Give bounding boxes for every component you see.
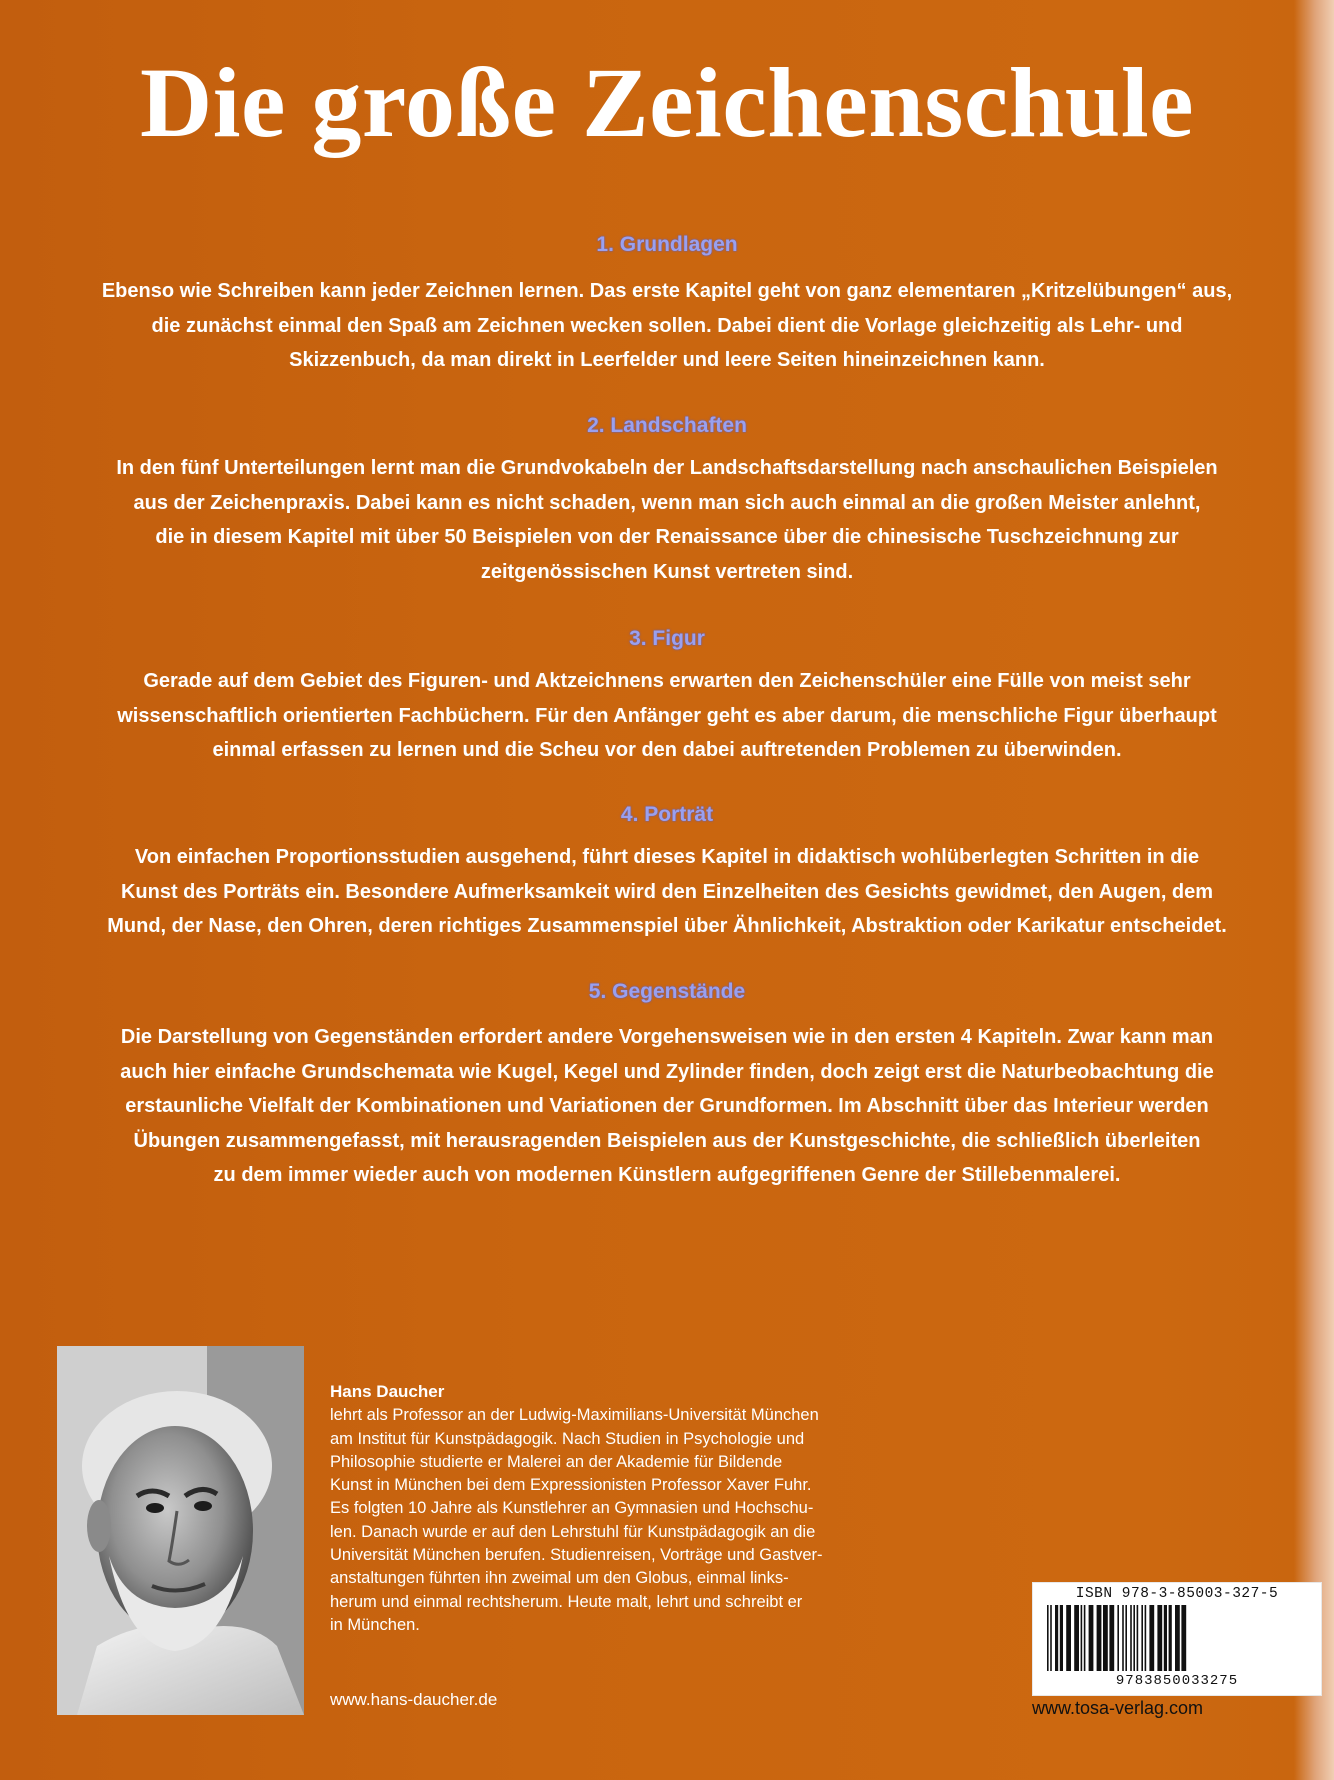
author-bio bbox=[330, 1380, 910, 1637]
text-line: zu dem immer wieder auch von modernen Künstlern aufgegriffenen Genre der Stillebenmalerei. bbox=[213, 1164, 1121, 1186]
text-line: die in diesem Kapitel mit über 50 Beispielen von der Renaissance über die chinesische Tuschzeichnung zur bbox=[155, 526, 1179, 548]
section-body-portraet bbox=[56, 840, 1278, 944]
bio-line: lehrt als Professor an der Ludwig-Maximilians-Universität München bbox=[330, 1406, 819, 1425]
text-line: einmal erfassen zu lernen und die Scheu vor den dabei auftretenden Problemen zu überwinden. bbox=[212, 739, 1122, 761]
text-line: Kunst des Porträts ein. Besondere Aufmerksamkeit wird den Einzelheiten des Gesichts gewidmet, den Augen, dem bbox=[120, 880, 1214, 903]
section-heading-figur: 3. Figur bbox=[629, 627, 705, 650]
barcode-bar bbox=[1074, 1605, 1079, 1671]
barcode-bar bbox=[1084, 1605, 1086, 1671]
bio-line: anstaltungen führten ihn zweimal um den Globus, einmal links- bbox=[330, 1569, 789, 1588]
section-body-landschaften bbox=[56, 451, 1278, 589]
text-line: wissenschaftlich orientierten Fachbüchern. Für den Anfänger geht es aber darum, die menschliche Figur überhaupt bbox=[117, 704, 1217, 727]
text-line: die zunächst einmal den Spaß am Zeichnen wecken sollen. Dabei dient die Vorlage gleichzeitig als Lehr- und bbox=[151, 314, 1183, 337]
barcode-bar bbox=[1157, 1605, 1162, 1671]
barcode-bar bbox=[1141, 1605, 1143, 1671]
text-line: Mund, der Nase, den Ohren, deren richtiges Zusammenspiel über Ähnlichkeit, Abstraktion oder Karikatur entscheidet. bbox=[107, 915, 1227, 937]
barcode-bar bbox=[1145, 1605, 1147, 1671]
text-line: Ebenso wie Schreiben kann jeder Zeichnen lernen. Das erste Kapitel geht von ganz elementaren „Kritzelübungen“ aus, bbox=[101, 280, 1233, 302]
barcode-bar bbox=[1125, 1605, 1127, 1671]
barcode-bar bbox=[1117, 1605, 1119, 1671]
text-line: aus der Zeichenpraxis. Dabei kann es nicht schaden, wenn man sich auch einmal an die großen Meister anlehnt, bbox=[133, 491, 1201, 514]
book-title: Die große Zeichenschule bbox=[139, 47, 1195, 158]
bio-line: Kunst in München bei dem Expressionisten Professor Xaver Fuhr. bbox=[330, 1476, 812, 1495]
bio-line: Universität München berufen. Studienreisen, Vorträge und Gastver- bbox=[330, 1546, 823, 1565]
bio-line: am Institut für Kunstpädagogik. Nach Studien in Psychologie und bbox=[330, 1429, 805, 1448]
text-line: zeitgenössischen Kunst vertreten sind. bbox=[480, 560, 854, 583]
barcode-bar bbox=[1081, 1605, 1083, 1671]
text-line: In den fünf Unterteilungen lernt man die Grundvokabeln der Landschaftsdarstellung nach anschaulichen Beispielen bbox=[116, 457, 1218, 479]
text-line: Gerade auf dem Gebiet des Figuren- und Aktzeichnens erwarten den Zeichenschüler eine Fülle von meist sehr bbox=[143, 670, 1191, 692]
barcode-bar bbox=[1103, 1605, 1108, 1671]
author-photo bbox=[57, 1346, 304, 1715]
bio-line: Philosophie studierte er Malerei an der Akademie für Bildende bbox=[330, 1452, 783, 1471]
isbn-barcode bbox=[1032, 1582, 1322, 1696]
barcode-bars bbox=[1043, 1605, 1311, 1673]
barcode-bar bbox=[1066, 1605, 1071, 1671]
publisher-website[interactable]: www.tosa-verlag.com bbox=[1032, 1698, 1204, 1718]
barcode-bar bbox=[1089, 1605, 1094, 1671]
text-line: Skizzenbuch, da man direkt in Leerfelder und leere Seiten hineinzeichnen kann. bbox=[289, 349, 1045, 371]
text-line: Die Darstellung von Gegenständen erfordert andere Vorgehensweisen wie in den ersten 4 Kapiteln. Zwar kann man bbox=[120, 1026, 1214, 1048]
barcode-bar bbox=[1149, 1605, 1154, 1671]
author-bio-text bbox=[330, 1404, 910, 1637]
barcode-bar bbox=[1055, 1605, 1058, 1671]
section-heading-gegenstaende: 5. Gegenstände bbox=[588, 980, 746, 1003]
barcode-digits: 9783850033275 bbox=[1115, 1673, 1239, 1689]
section-body-figur bbox=[56, 664, 1278, 768]
barcode-bar bbox=[1164, 1605, 1167, 1671]
author-website[interactable]: www.hans-daucher.de bbox=[330, 1690, 498, 1709]
bio-line: len. Danach wurde er auf den Lehrstuhl für Kunstpädagogik an die bbox=[330, 1522, 816, 1541]
author-name: Hans Daucher bbox=[330, 1382, 445, 1401]
bio-line: Es folgten 10 Jahre als Kunstlehrer an Gymnasien und Hochschu- bbox=[330, 1499, 814, 1518]
section-heading-landschaften: 2. Landschaften bbox=[587, 414, 747, 437]
barcode-bar bbox=[1050, 1605, 1052, 1671]
isbn-label: ISBN 978-3-85003-327-5 bbox=[1075, 1586, 1279, 1602]
barcode-bar bbox=[1122, 1605, 1124, 1671]
author-portrait-image bbox=[57, 1346, 304, 1715]
barcode-bar bbox=[1047, 1605, 1049, 1671]
barcode-bar bbox=[1097, 1605, 1102, 1671]
text-line: auch hier einfache Grundschemata wie Kugel, Kegel und Zylinder finden, doch zeigt erst die Naturbeobachtung die bbox=[120, 1060, 1214, 1083]
section-heading-portraet: 4. Porträt bbox=[620, 803, 714, 826]
barcode-bar bbox=[1130, 1605, 1132, 1671]
section-body-grundlagen bbox=[56, 274, 1278, 378]
section-heading-grundlagen: 1. Grundlagen bbox=[596, 233, 738, 256]
barcode-bar bbox=[1060, 1605, 1063, 1671]
barcode-bar bbox=[1175, 1605, 1180, 1671]
barcode-bar bbox=[1109, 1605, 1114, 1671]
barcode-bar bbox=[1181, 1605, 1186, 1671]
bio-line: in München. bbox=[330, 1615, 420, 1634]
barcode-bar bbox=[1137, 1605, 1139, 1671]
bio-line: herum und einmal rechtsherum. Heute malt, lehrt und schreibt er bbox=[330, 1592, 803, 1611]
text-line: Übungen zusammengefasst, mit herausragenden Beispielen aus der Kunstgeschichte, die schließlich überleiten bbox=[133, 1129, 1201, 1152]
barcode-bar bbox=[1133, 1605, 1135, 1671]
text-line: erstaunliche Vielfalt der Kombinationen und Variationen der Grundformen. Im Abschnitt über das Interieur werden bbox=[125, 1095, 1209, 1117]
section-body-gegenstaende bbox=[56, 1020, 1278, 1193]
text-line: Von einfachen Proportionsstudien ausgehend, führt dieses Kapitel in didaktisch wohlüberlegten Schritten in die bbox=[134, 846, 1200, 868]
barcode-bar bbox=[1169, 1605, 1172, 1671]
